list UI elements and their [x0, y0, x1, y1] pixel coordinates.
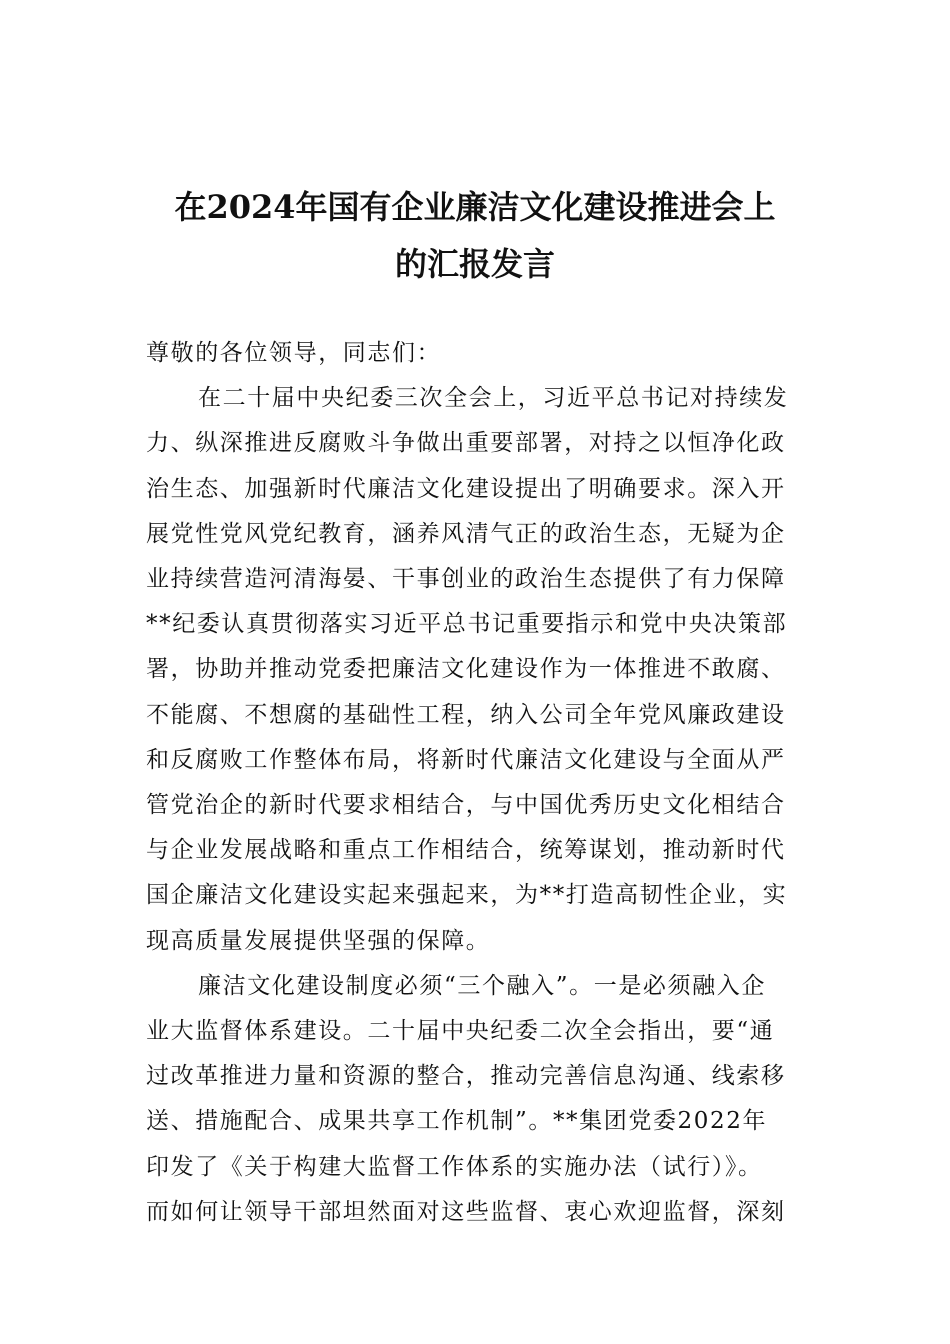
title-line-1: 在2024年国有企业廉洁文化建设推进会上: [174, 188, 776, 227]
paragraph-line: 过改革推进力量和资源的整合，推动完善信息沟通、线索移: [146, 1063, 786, 1090]
title-line-2: 的汇报发言: [394, 245, 555, 284]
paragraph-line: 管党治企的新时代要求相结合，与中国优秀历史文化相结合: [146, 792, 786, 819]
paragraph-line: **纪委认真贯彻落实习近平总书记重要指示和党中央决策部: [146, 611, 788, 638]
paragraph-line: 和反腐败工作整体布局，将新时代廉洁文化建设与全面从严: [146, 746, 786, 773]
paragraph-line: 力、纵深推进反腐败斗争做出重要部署，对持之以恒净化政: [146, 430, 786, 457]
paragraph-line: 与企业发展战略和重点工作相结合，统筹谋划，推动新时代: [146, 837, 786, 864]
paragraph-line: 而如何让领导干部坦然面对这些监督、衷心欢迎监督，深刻: [146, 1198, 786, 1225]
paragraph-line: 现高质量发展提供坚强的保障。: [146, 927, 491, 954]
paragraph-line: 在二十届中央纪委三次全会上，习近平总书记对持续发: [198, 385, 789, 412]
paragraph-line: 署，协助并推动党委把廉洁文化建设作为一体推进不敢腐、: [146, 656, 786, 683]
paragraph-line: 展党性党风党纪教育，涵养风清气正的政治生态，无疑为企: [146, 520, 786, 547]
document-title: [140, 179, 810, 293]
document-body: [146, 331, 808, 1235]
paragraph-2: [146, 964, 808, 1235]
paragraph-line: 廉洁文化建设制度必须“三个融入”。一是必须融入企: [198, 972, 766, 999]
paragraph-line: 业持续营造河清海晏、干事创业的政治生态提供了有力保障: [146, 566, 786, 593]
paragraph-line: 不能腐、不想腐的基础性工程，纳入公司全年党风廉政建设: [146, 701, 786, 728]
paragraph-line: 治生态、加强新时代廉洁文化建设提出了明确要求。深入开: [146, 475, 786, 502]
salutation: [146, 331, 808, 376]
paragraph-line: 送、措施配合、成果共享工作机制”。**集团党委2022年: [146, 1108, 768, 1135]
paragraph-line: 业大监督体系建设。二十届中央纪委二次全会指出，要“通: [146, 1018, 775, 1045]
paragraph-1: [146, 376, 808, 964]
salutation-line: 尊敬的各位领导，同志们：: [146, 340, 442, 366]
paragraph-line: 印发了《关于构建大监督工作体系的实施办法（试行）》。: [146, 1153, 763, 1180]
paragraph-line: 国企廉洁文化建设实起来强起来，为**打造高韧性企业，实: [146, 882, 788, 909]
